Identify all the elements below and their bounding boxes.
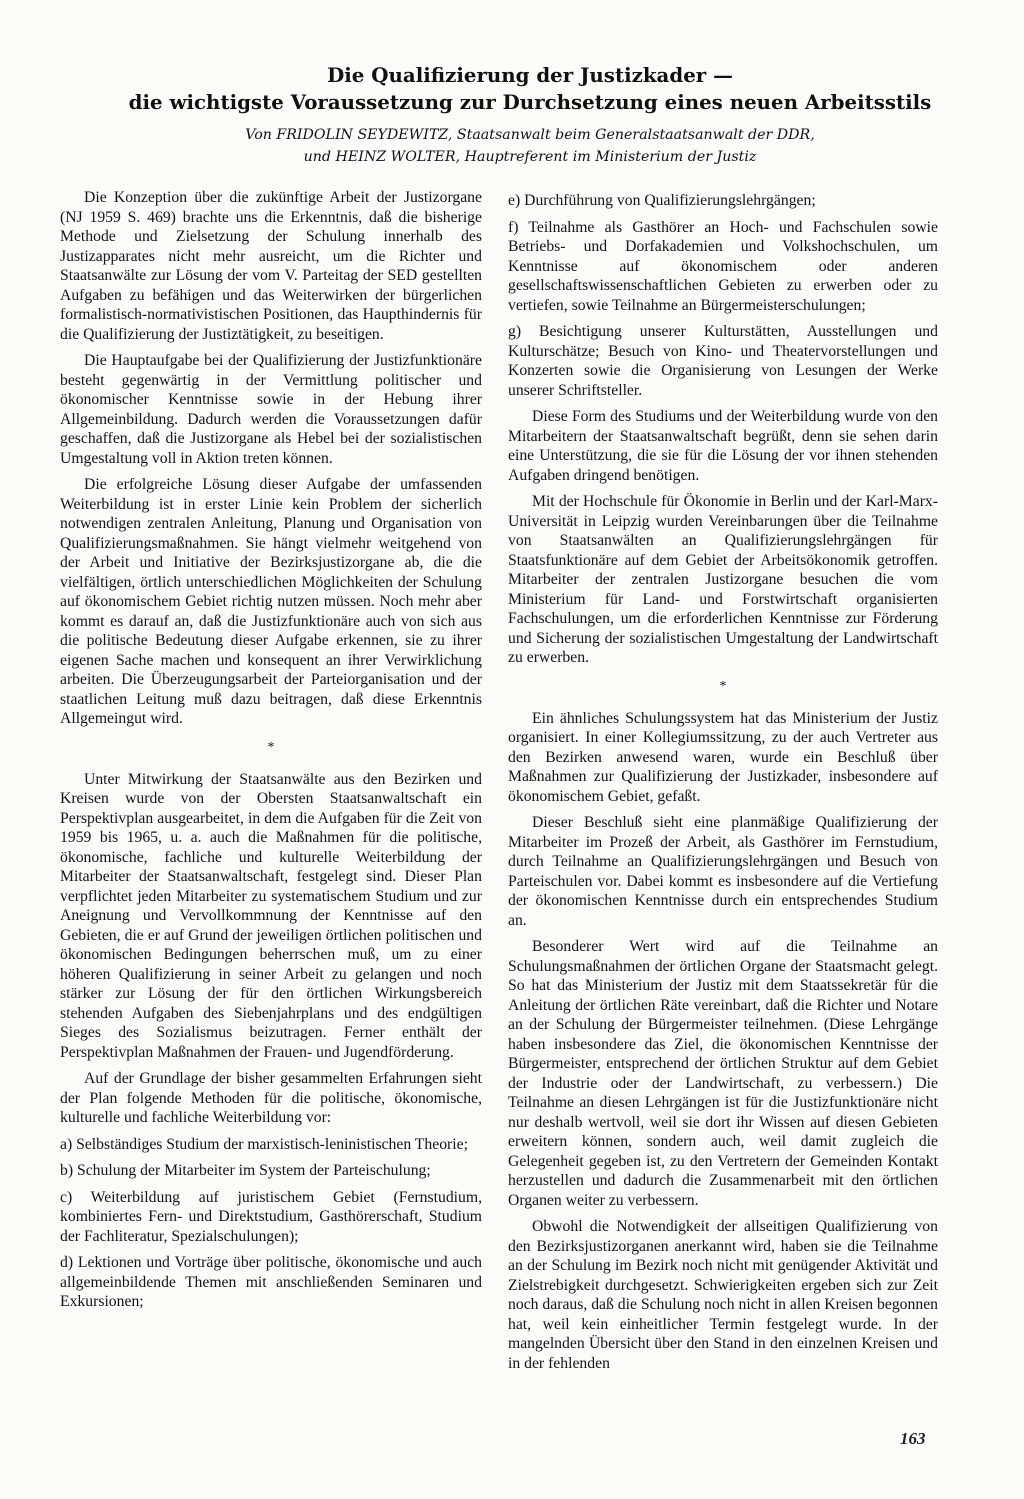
list-item: a) Selbständiges Studium der marxistisch-leninistischen Theorie;	[60, 1135, 468, 1153]
list-item: f) Teilnahme als Gasthörer an Hoch- und Fachschulen sowie Betriebs- und Dorfakademien und Volkshochschulen, um Kenntnisse auf ökonomischem oder anderen gesellschaftswissenschaftlichen Gebieten zu erwerben oder zu vertiefen, sowie Teilnahme an Bürgermeisterschulungen;	[508, 218, 938, 314]
article-title-line-1: Die Qualifizierung der Justizkader —	[327, 63, 733, 87]
list-item: d) Lektionen und Vorträge über politische, ökonomische und auch allgemeinbildende Themen mit anschließenden Seminaren und Exkursionen;	[60, 1254, 482, 1310]
list-item: e) Durchführung von Qualifizierungslehrgängen;	[508, 192, 816, 209]
list-item: g) Besichtigung unserer Kulturstätten, Ausstellungen und Kulturschätze; Besuch von Kino- und Theatervorstellungen und Konzerten sowie die Organisierung von Lesungen der Werke unserer Schriftsteller.	[508, 323, 938, 399]
paragraph: Mit der Hochschule für Ökonomie in Berlin und der Karl-Marx-Universität in Leipzig wurden Vereinbarungen über die Teilnahme von Staatsanwälten an Qualifizierungslehrgängen für Staatsfunktionäre auf dem Gebiet der Arbeitsökonomik getroffen. Mitarbeiter der zentralen Justizorgane besuchen die vom Ministerium für Land- und Forstwirtschaft organisierten Fachschulungen, um die erforderlichen Kenntnisse zur Förderung und Sicherung der sozialistischen Umgestaltung der Landwirtschaft zu erwerben.	[508, 493, 938, 666]
page-number: 163	[900, 1429, 926, 1448]
paragraph: Ein ähnliches Schulungssystem hat das Ministerium der Justiz organisiert. In einer Kollegiumssitzung, zu der auch Vertreter aus den Bezirken anwesend waren, wurde ein Beschluß über Maßnahmen zur Qualifizierung der Justizkader, insbesondere auf ökonomischem Gebiet, gefaßt.	[508, 709, 938, 805]
byline-line-2: und HEINZ WOLTER, Hauptreferent im Ministerium der Justiz	[303, 149, 757, 165]
right-column	[508, 191, 938, 1373]
article-title-line-2: die wichtigste Voraussetzung zur Durchsetzung eines neuen Arbeitsstils	[128, 90, 932, 114]
section-separator: *	[267, 739, 275, 755]
paragraph: Obwohl die Notwendigkeit der allseitigen Qualifizierung von den Bezirksjustizorganen anerkannt wird, haben sie die Teilnahme an der Schulung im Bezirk noch nicht mit genügender Aktivität und Zielstrebigkeit durchgesetzt. Schwierigkeiten ergeben sich zur Zeit noch daraus, daß die Schulung noch nicht in allen Kreisen begonnen hat, weil kein einheitlicher Termin festgelegt wurde. In der mangelnden Übersicht über den Stand in den einzelnen Kreisen und in der fehlenden	[508, 1218, 938, 1372]
list-item: b) Schulung der Mitarbeiter im System der Parteischulung;	[60, 1162, 431, 1179]
paragraph: Die Konzeption über die zukünftige Arbeit der Justizorgane (NJ 1959 S. 469) brachte uns die Erkenntnis, daß die bisherige Methode und Zielsetzung der Schulung innerhalb des Justizapparates nicht mehr ausreicht, um die Richter und Staatsanwälte zur Lösung der vom V. Parteitag der SED gestellten Aufgaben zu befähigen und das Weiterwirken der bürgerlichen formalistisch-normativistischen Positionen, das Haupthindernis für die Qualifizierung der Justiztätigkeit, zu beseitigen.	[60, 189, 482, 343]
paragraph: Diese Form des Studiums und der Weiterbildung wurde von den Mitarbeitern der Staatsanwaltschaft begrüßt, denn sie sehen darin eine Unterstützung, die sie für die Lösung der vor ihnen stehenden Aufgaben dringend benötigen.	[508, 408, 938, 484]
list-item: c) Weiterbildung auf juristischem Gebiet (Fernstudium, kombiniertes Fern- und Direktstudium, Gasthörerschaft, Studium der Fachliteratur, Spezialschulungen);	[60, 1188, 482, 1245]
paragraph: Besonderer Wert wird auf die Teilnahme an Schulungsmaßnahmen der örtlichen Organe der Staatsmacht gelegt. So hat das Ministerium der Justiz mit dem Staatssekretär für die Anleitung der örtlichen Räte vereinbart, daß die Richter und Notare an der Schulung der Bürgermeister teilnehmen. (Diese Lehrgänge haben insbesondere das Ziel, die ökonomischen Kenntnisse der Bürgermeister, entsprechend der örtlichen Struktur auf dem Gebiet der Industrie oder der Landwirtschaft, zu verbessern.) Die Teilnahme an diesen Lehrgängen ist für die Justizfunktionäre nicht nur deshalb wertvoll, weil sie dort ihr Wissen auf diesen Gebieten erweitern können, sondern auch, weil damit zugleich die Gelegenheit gegeben ist, zu den Vertretern der Gemeinden Kontakt herzustellen und dadurch die Zusammenarbeit mit den örtlichen Organen weiter zu verbessern.	[508, 938, 938, 1209]
left-column	[60, 188, 482, 1312]
article-header	[90, 62, 970, 168]
paragraph: Dieser Beschluß sieht eine planmäßige Qualifizierung der Mitarbeiter im Prozeß der Arbeit, als Gasthörer im Fernstudium, durch Teilnahme an Qualifizierungslehrgängen und Besuch von Parteischulen vor. Dabei kommt es insbesondere auf die Vertiefung der ökonomischen Kenntnisse durch ein entsprechendes Studium an.	[508, 814, 938, 929]
paragraph: Die erfolgreiche Lösung dieser Aufgabe der umfassenden Weiterbildung ist in erster Linie kein Problem der sicherlich notwendigen zentralen Anleitung, Planung und Organisation von Qualifizierungsmaßnahmen. Sie hängt vielmehr weitgehend von der Arbeit und Initiative der Bezirksjustizorgane ab, die die vielfältigen, örtlich unterschiedlichen Möglichkeiten der Schulung auf ökonomischem Gebiet richtig nutzen müssen. Noch mehr aber kommt es darauf an, daß die Justizfunktionäre auch von sich aus die politische Bedeutung dieser Aufgabe erkennen, sie zu ihrer eigenen Sache machen und konsequent an ihrer Verwirklichung arbeiten. Die Überzeugungsarbeit der Parteiorganisation und der staatlichen Leitung muß dazu beitragen, daß diese Erkenntnis Allgemeingut wird.	[60, 476, 482, 727]
paragraph: Unter Mitwirkung der Staatsanwälte aus den Bezirken und Kreisen wurde von der Obersten Staatsanwaltschaft ein Perspektivplan ausgearbeitet, in dem die Aufgaben für die Zeit von 1959 bis 1965, u. a. auch die Maßnahmen für die politische, ökonomische, fachliche und kulturelle Weiterbildung der Mitarbeiter der Staatsanwaltschaft, festgelegt sind. Dieser Plan verpflichtet jeden Mitarbeiter zu systematischem Studium und zur Aneignung und Vervollkommnung der Kenntnisse auf den Gebieten, die er auf Grund der jeweiligen örtlichen politischen und ökonomischen Bedingungen beherrschen muß, um zu einer höheren Qualifizierung in seiner Arbeit zu gelangen und noch stärker zur Lösung der für den örtlichen Wirkungsbereich stehenden Aufgaben des Siebenjahrplans und des endgültigen Sieges des Sozialismus beizutragen. Ferner enthält der Perspektivplan Maßnahmen der Frauen- und Jugendförderung.	[60, 770, 482, 1061]
byline-line-1: Von FRIDOLIN SEYDEWITZ, Staatsanwalt beim Generalstaatsanwalt der DDR,	[245, 127, 815, 143]
section-separator: *	[719, 678, 727, 694]
paragraph: Die Hauptaufgabe bei der Qualifizierung der Justizfunktionäre besteht gegenwärtig in der Vermittlung politischer und ökonomischer Kenntnisse sowie in der Hebung ihrer Allgemeinbildung. Dadurch werden die Voraussetzungen dafür geschaffen, daß die Justizorgane als Hebel bei der sozialistischen Umgestaltung voll in Aktion treten können.	[60, 352, 482, 467]
paragraph: Auf der Grundlage der bisher gesammelten Erfahrungen sieht der Plan folgende Methoden für die politische, ökonomische, kulturelle und fachliche Weiterbildung vor:	[60, 1070, 482, 1126]
